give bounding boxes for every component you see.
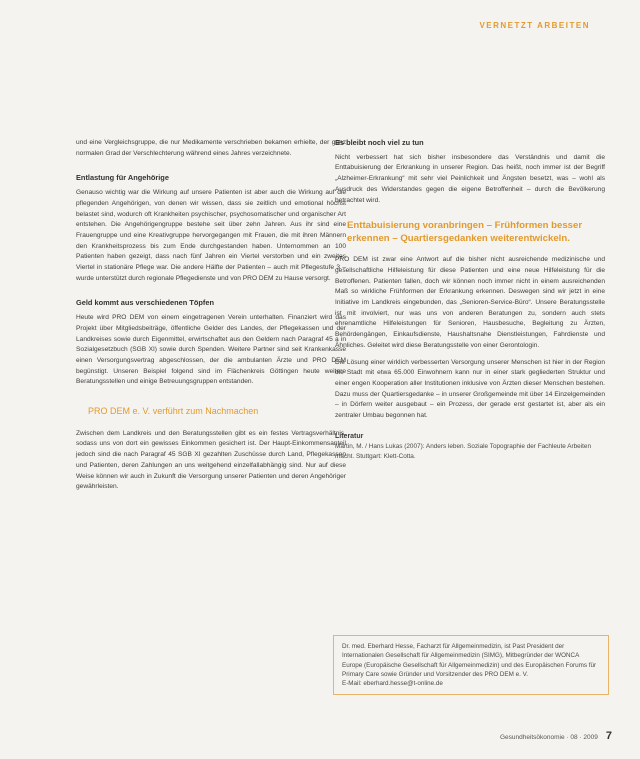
heading-entlastung: Entlastung für Angehörige xyxy=(76,173,169,183)
heading-geld: Geld kommt aus verschiedenen Töpfen xyxy=(76,298,214,308)
author-bio-box xyxy=(333,635,609,695)
author-email[interactable]: E-Mail: eberhard.hesse@t-online.de xyxy=(342,680,443,688)
page-number: 7 xyxy=(605,730,612,742)
paragraph-entlastung: Genauso wichtig war die Wirkung auf unsere Patienten ist aber auch die Wirkung auf die pflegenden Angehörigen, von denen wir wissen, dass sie zeitlich und emotional höchst belastet sind, wodurch oft Krankheiten psychischer, psychosomatischer und organischer Art entstehen. Die Angehörigengruppe bestehe seit über zehn Jahren. Aus ihr sind eine Frauengruppe und eine Kreativgruppe hervorgegangen mit Frauen, die mit ihren Männern den Krankheitsprozess bis zum Ende durchgestanden haben. Unternommen an 100 Patienten haben gezeigt, dass nach fünf Jahren ein Viertel verstorben und ein zweites Viertel in stationäre Pflege war. Die andere Hälfte der Patienten – auch mit Pflegestufe 3 – wurde unterstützt durch regionale Pflegedienste und von PRO DEM zu Hause versorgt. xyxy=(76,189,346,282)
author-bio-text: Dr. med. Eberhard Hesse, Facharzt für Allgemeinmedizin, ist Past President der Internationalen Gesellschaft für Allgemeinmedizin (SIMG), Mitbegründer der WONCA Europe (Europäische Gesellschaft für Allgemeinmedizin) und des Europäischen Forums für Primary Care sowie Gründer und Vorsitzender des PRO DEM e. V. xyxy=(342,643,597,678)
intro-paragraph: und eine Vergleichsgruppe, die nur Medikamente verschrieben bekamen erhielte, der ganz normalen Grad der Verschlechterung während eines Jahres verzeichnete. xyxy=(76,139,346,157)
page-footer xyxy=(500,730,612,742)
literature-entry: Martin, M. / Hans Lukas (2007): Anders leben. Soziale Topographie der Fachleute Arbeiten macht. Stuttgart: Klett-Cotta. xyxy=(335,443,592,460)
paragraph-loesung: Die Lösung einer wirklich verbesserten Versorgung unserer Menschen ist hier in der Region die Stadt mit etwa 65.000 Einwohnern kann nur in einer stark gegliederten Struktur und einer engen Kooperation aller Institutionen inklusive von Ärzten dieser Menschen bestehen. Dazu muss der Quartiersgedanke – in unserer Großgemeinde mit über 14 Einzelgemeinden – in Dörfern weiter ausgebaut – ein Prozess, der gerade erst gestartet ist, aber als ein zentraler Umbau begonnen hat. xyxy=(335,358,605,420)
paragraph-pro-dem-antwort: PRO DEM ist zwar eine Antwort auf die bisher nicht ausreichende medizinische und gesellschaftliche Hilfeleistung für diese Patienten und eine neue Hilfeleistung für die Betroffenen. Patienten fallen, doch wir können noch immer nicht in einem ausreichenden Maß so wirkliche Frühformen der Erkrankung erkennen. Deswegen sind wir jetzt in eine Initiative im Landkreis eingebunden, das „Senioren-Service-Büro“. Unsere Beratungsstelle ist mit involviert, nur was uns von anderen Beratungen zu, sondern auch stets ehrenamtliche Hilfeleistungen für Senioren, Hausbesuche, Begleitung zu Ärzten, Behördengängen, Einkaufsdienste, Haushaltsnahe Dienstleistungen, Fahrdienste und Ähnliches. Geleitet wird diese Beratungsstelle von einer Gerontologin. xyxy=(335,256,605,349)
paragraph-geld: Heute wird PRO DEM von einem eingetragenen Verein unterhalten. Finanziert wird das Projekt über Mitgliedsbeiträge, öffentliche Gelder des Landes, der Pflegekassen und der Landkreises sowie durch Eigenmittel, erwirtschaftet aus den Geldern nach Paragraf 45 a in Sozialgesetzbuch (SGB XI) sowie durch Spenden. Weitere Partner sind seit Krankenkasse einen Versorgungsvertrag abgeschlossen, der die ambulanten Ärzte und PRO DEM begünstigt. Unseren Beispiel folgend sind im Flächenkreis Göttingen heute weitere Beratungsstellen und einige Betreuungsgruppen entstanden. xyxy=(76,314,346,386)
paragraph-es-bleibt: Nicht verbessert hat sich bisher insbesondere das Verständnis und damit die Enttabuisierung der Erkrankung in unserer Region. Das heißt, noch immer ist der Begriff „Alzheimer-Erkrankung“ mit sehr viel Peinlichkeit und Ängsten besetzt, was – wohl als Ausdruck des Widerstandes gegen die eigene Betroffenheit – durch die Bevölkerung betrachtet wird. xyxy=(335,153,605,204)
journal-reference: Gesundheitsökonomie · 08 · 2009 xyxy=(499,734,598,741)
literature-heading: Literatur xyxy=(335,432,364,440)
heading-es-bleibt: Es bleibt noch viel zu tun xyxy=(335,138,424,147)
heading-pro-dem: PRO DEM e. V. verführt zum Nachmachen xyxy=(88,406,259,417)
right-column xyxy=(335,138,605,461)
left-column xyxy=(76,138,346,499)
highlight-quote: Enttabuisierung voranbringen – Frühformen besser erkennen – Quartiersgedanken weiterentwickeln. xyxy=(347,220,583,244)
section-header: VERNETZT ARBEITEN xyxy=(479,21,590,30)
paragraph-pro-dem: Zwischen dem Landkreis und den Beratungsstellen gibt es ein festes Vertragsverhältnis, sodass uns von dort ein gewisses Einkommen gesichert ist. Der Haupt-Einkommensanteil jedoch sind die nach Paragraf 45 SGB XI gezahlten Zuschüsse durch Land, Pflegekassen und Patienten, deren Zahlungen an uns weitgehend einzelfallabhängig sind. Nur auf diese Weise können wir auch in Zukunft die Versorgung unserer Patienten und deren Angehöriger gewährleisten. xyxy=(76,429,346,491)
